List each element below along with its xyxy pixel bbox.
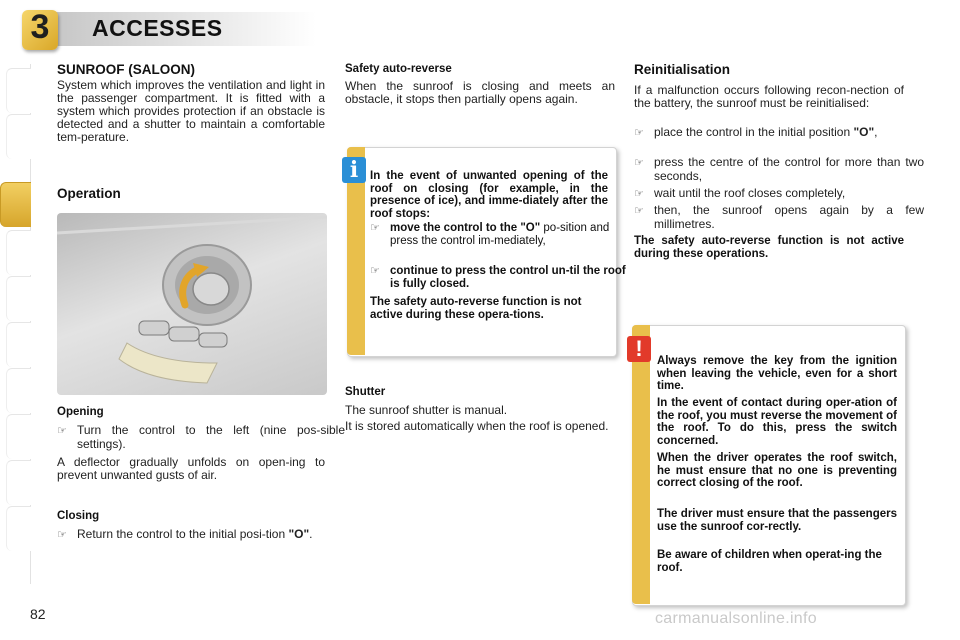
chapter-tab-5[interactable] (6, 276, 31, 321)
pointing-hand-icon: ☞ (370, 265, 380, 277)
info-bullet-2: ☞ continue to press the control un-til the roof is fully closed. (370, 265, 626, 290)
pointing-hand-icon: ☞ (634, 157, 644, 169)
page-number: 82 (30, 606, 46, 622)
pointing-hand-icon: ☞ (634, 205, 644, 217)
warning-p5: Be aware of children when operat-ing the roof. (657, 549, 882, 574)
reinit-intro: If a malfunction occurs following recon-nection of the battery, the sunroof must be reinitialised: (634, 83, 904, 110)
pointing-hand-icon: ☞ (370, 222, 380, 234)
warning-p2: In the event of contact during oper-ation of the roof, you must reverse the movement of the roof. To do this, press the switch concerned. (657, 397, 897, 447)
reinit-bullet-4: ☞ then, the sunroof opens again by a few millimetres. (634, 203, 924, 231)
closing-title: Closing (57, 510, 100, 522)
pointing-hand-icon: ☞ (57, 529, 67, 541)
warning-icon: ! (627, 336, 651, 362)
chapter-tab-9[interactable] (6, 460, 31, 505)
closing-bullet: ☞ Return the control to the initial posi-tion "O". (57, 527, 313, 541)
pointing-hand-icon: ☞ (634, 188, 644, 200)
chapter-tabs (0, 64, 31, 584)
warning-box-stripe (632, 325, 650, 604)
reinit-bullet-2: ☞ press the centre of the control for more than two seconds, (634, 155, 924, 183)
warning-p4: The driver must ensure that the passengers use the sunroof cor-rectly. (657, 508, 897, 533)
safety-text: When the sunroof is closing and meets an obstacle, it stops then partially opens again. (345, 79, 615, 106)
info-icon: i (342, 157, 366, 183)
intro-text: System which improves the ventilation and light in the passenger compartment. It is fitted with a system which provides protection if an obstacle is detected and a shutter to maintain a comfortable tem-perature. (57, 78, 325, 144)
chapter-number: 3 (30, 8, 50, 46)
warning-p3: When the driver operates the roof switch, he must ensure that no one is preventing correct closing of the roof. (657, 452, 897, 489)
reinit-outro: The safety auto-reverse function is not active during these operations. (634, 235, 904, 260)
shutter-text-2: It is stored automatically when the roof is opened. (345, 419, 609, 433)
sunroof-control-photo (57, 213, 327, 395)
reinit-bullet-3: ☞ wait until the roof closes completely, (634, 186, 846, 200)
info-intro: In the event of unwanted opening of the roof on closing (for example, in the presence of ice), and imme-diately after the roof stops: (370, 170, 608, 220)
info-bullet-1: ☞ move the control to the "O" po-sition and press the control im-mediately, (370, 222, 610, 247)
shutter-title: Shutter (345, 386, 386, 398)
chapter-tab-6[interactable] (6, 322, 31, 367)
warning-p1: Always remove the key from the ignition when leaving the vehicle, even for a short time. (657, 355, 897, 392)
opening-title: Opening (57, 406, 104, 418)
chapter-tab-1[interactable] (6, 68, 31, 113)
safety-title: Safety auto-reverse (345, 63, 452, 75)
opening-text: A deflector gradually unfolds on open-ing to prevent unwanted gusts of air. (57, 455, 325, 482)
page-title: ACCESSES (92, 15, 223, 41)
pointing-hand-icon: ☞ (57, 425, 67, 437)
shutter-text-1: The sunroof shutter is manual. (345, 403, 508, 417)
pointing-hand-icon: ☞ (634, 127, 644, 139)
operation-title: Operation (57, 186, 121, 201)
chapter-tab-3[interactable] (0, 182, 31, 227)
info-outro: The safety auto-reverse function is not active during these opera-tions. (370, 296, 582, 321)
watermark: carmanualsonline.info (655, 610, 817, 627)
section-title: SUNROOF (SALOON) (57, 62, 195, 77)
chapter-tab-10[interactable] (6, 506, 31, 551)
chapter-tab-2[interactable] (6, 114, 31, 159)
control-illustration (57, 213, 327, 395)
chapter-tab-8[interactable] (6, 414, 31, 459)
chapter-tab-7[interactable] (6, 368, 31, 413)
chapter-tab-4[interactable] (6, 230, 31, 275)
opening-bullet: ☞ Turn the control to the left (nine pos-sible settings). (57, 423, 345, 451)
reinit-title: Reinitialisation (634, 62, 731, 77)
reinit-bullet-1: ☞ place the control in the initial position "O", (634, 125, 878, 139)
